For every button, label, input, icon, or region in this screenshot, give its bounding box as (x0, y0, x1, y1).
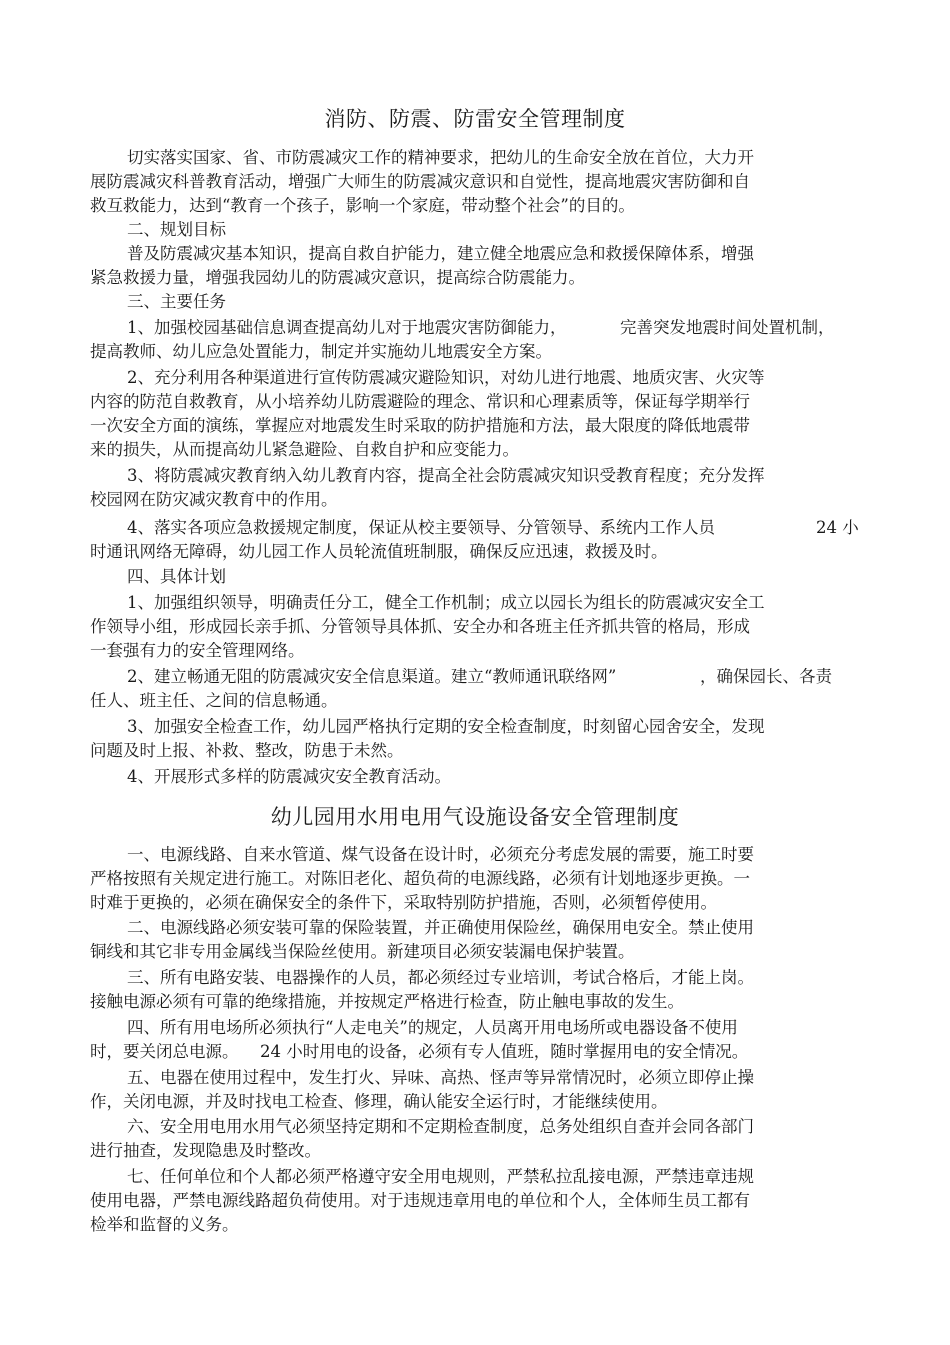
paragraph-line: 一套强有力的安全管理网络。 (90, 641, 305, 660)
paragraph-line: 完善突发地震时间处置机制， (620, 318, 835, 337)
section-heading: 二、规划目标 (127, 220, 226, 239)
paragraph-line: 使用电器，严禁电源线路超负荷使用。对于违规违章用电的单位和个人，全体师生员工都有 (90, 1191, 750, 1210)
paragraph-line: ，确保园长、各责 (700, 667, 832, 686)
paragraph-line: 接触电源必须有可靠的绝缘措施，并按规定严格进行检查，防止触电事故的发生。 (90, 992, 684, 1011)
paragraph-line: 六、安全用电用水用气必须坚持定期和不定期检查制度，总务处组织自查并会同各部门 (127, 1117, 754, 1136)
paragraph-line: 来的损失，从而提高幼儿紧急避险、自救自护和应变能力。 (90, 440, 519, 459)
paragraph-line: 普及防震减灾基本知识，提高自救自护能力，建立健全地震应急和救援保障体系，增强 (127, 244, 754, 263)
paragraph-line: 二、电源线路必须安装可靠的保险装置，并正确使用保险丝，确保用电安全。禁止使用 (127, 918, 754, 937)
section-heading: 四、具体计划 (127, 567, 226, 586)
paragraph-line: 24 小时用电的设备，必须有专人值班，随时掌握用电的安全情况。 (260, 1042, 749, 1061)
paragraph-line: 3、加强安全检查工作，幼儿园严格执行定期的安全检查制度，时刻留心园舍安全，发现 (127, 717, 765, 736)
paragraph-line: 1、加强校园基础信息调查提高幼儿对于地震灾害防御能力， (127, 318, 567, 337)
section-heading: 三、主要任务 (127, 292, 226, 311)
paragraph-line: 展防震减灾科普教育活动，增强广大师生的防震减灾意识和自觉性，提高地震灾害防御和自 (90, 172, 750, 191)
paragraph-line: 作，关闭电源，并及时找电工检查、修理，确认能安全运行时，才能继续使用。 (90, 1092, 668, 1111)
paragraph-line: 问题及时上报、补救、整改，防患于未然。 (90, 741, 404, 760)
paragraph-line: 4、落实各项应急救援规定制度，保证从校主要领导、分管领导、系统内工作人员 (127, 518, 715, 537)
paragraph-line: 内容的防范自救教育，从小培养幼儿防震避险的理念、常识和心理素质等，保证每学期举行 (90, 392, 750, 411)
paragraph-line: 严格按照有关规定进行施工。对陈旧老化、超负荷的电源线路，必须有计划地逐步更换。一 (90, 869, 750, 888)
section-1-title: 消防、防震、防雷安全管理制度 (324, 107, 626, 131)
paragraph-line: 检举和监督的义务。 (90, 1215, 239, 1234)
paragraph-line: 校园网在防灾减灾教育中的作用。 (90, 490, 338, 509)
paragraph-line: 提高教师、幼儿应急处置能力，制定并实施幼儿地震安全方案。 (90, 342, 552, 361)
section-2-title: 幼儿园用水用电用气设施设备安全管理制度 (270, 805, 680, 829)
paragraph-line: 时通讯网络无障碍，幼儿园工作人员轮流值班制服，确保反应迅速，救援及时。 (90, 542, 668, 561)
paragraph-line: 4、开展形式多样的防震减灾安全教育活动。 (127, 767, 451, 786)
paragraph-line: 四、所有用电场所必须执行“人走电关”的规定，人员离开用电场所或电器设备不使用 (127, 1018, 738, 1037)
paragraph-line: 一次安全方面的演练，掌握应对地震发生时采取的防护措施和方法，最大限度的降低地震带 (90, 416, 750, 435)
paragraph-line: 七、任何单位和个人都必须严格遵守安全用电规则，严禁私拉乱接电源，严禁违章违规 (127, 1167, 754, 1186)
paragraph-line: 进行抽查，发现隐患及时整改。 (90, 1141, 321, 1160)
paragraph-line: 五、电器在使用过程中，发生打火、异味、高热、怪声等异常情况时，必须立即停止操 (127, 1068, 754, 1087)
paragraph-line: 铜线和其它非专用金属线当保险丝使用。新建项目必须安装漏电保护装置。 (90, 942, 635, 961)
paragraph-line: 3、将防震减灾教育纳入幼儿教育内容，提高全社会防震减灾知识受教育程度；充分发挥 (127, 466, 765, 485)
paragraph-line: 时，要关闭总电源。 (90, 1042, 239, 1061)
paragraph-line: 三、所有电路安装、电器操作的人员，都必须经过专业培训，考试合格后，才能上岗。 (127, 968, 754, 987)
paragraph-line: 任人、班主任、之间的信息畅通。 (90, 691, 338, 710)
paragraph-line: 2、充分利用各种渠道进行宣传防震减灾避险知识，对幼儿进行地震、地质灾害、火灾等 (127, 368, 765, 387)
paragraph-line: 1、加强组织领导，明确责任分工，健全工作机制；成立以园长为组长的防震减灾安全工 (127, 593, 765, 612)
paragraph-line: 24 小 (816, 518, 859, 537)
paragraph-line: 切实落实国家、省、市防震减灾工作的精神要求，把幼儿的生命安全放在首位，大力开 (127, 148, 754, 167)
paragraph-line: 救互救能力，达到“教育一个孩子，影响一个家庭，带动整个社会”的目的。 (90, 196, 635, 215)
paragraph-line: 作领导小组，形成园长亲手抓、分管领导具体抓、安全办和各班主任齐抓共管的格局，形成 (90, 617, 750, 636)
paragraph-line: 一、电源线路、自来水管道、煤气设备在设计时，必须充分考虑发展的需要，施工时要 (127, 845, 754, 864)
paragraph-line: 紧急救援力量，增强我园幼儿的防震减灾意识，提高综合防震能力。 (90, 268, 585, 287)
paragraph-line: 2、建立畅通无阻的防震减灾安全信息渠道。建立“教师通讯联络网” (127, 667, 617, 686)
paragraph-line: 时难于更换的，必须在确保安全的条件下，采取特别防护措施，否则，必须暂停使用。 (90, 893, 717, 912)
